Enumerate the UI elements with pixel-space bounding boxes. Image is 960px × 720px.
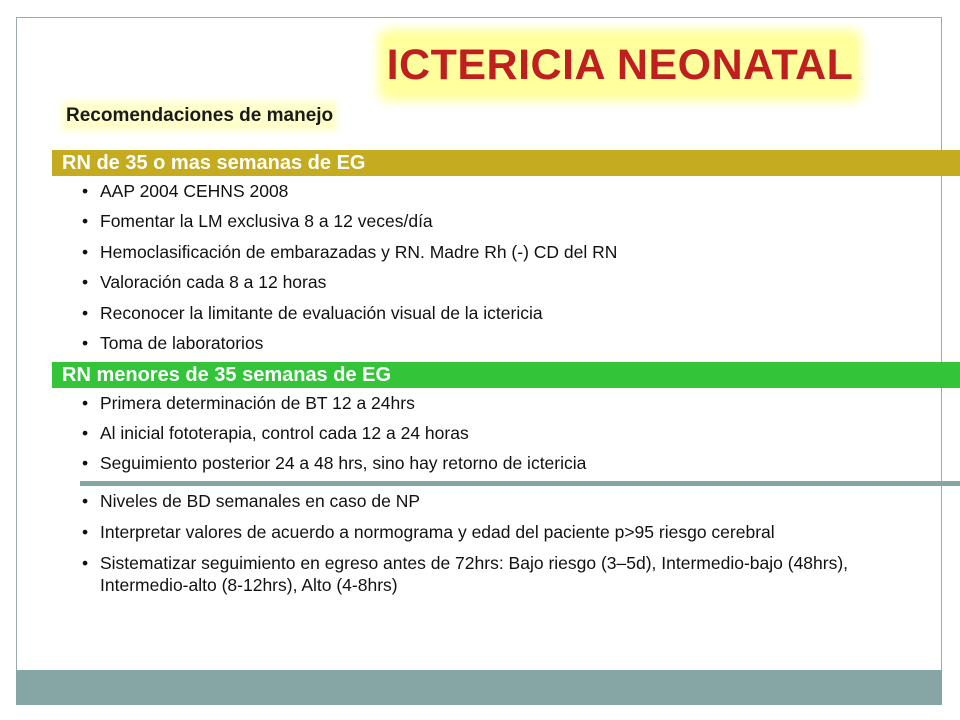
list-item: • Interpretar valores de acuerdo a normograma y edad del paciente p>95 riesgo cerebral [80, 521, 940, 543]
section-heading-label: RN de 35 o mas semanas de EG [62, 151, 366, 174]
list-item: • Seguimiento posterior 24 a 48 hrs, sino hay retorno de ictericia [80, 452, 586, 482]
section-heading-under-35 [52, 362, 960, 388]
list-item: • AAP 2004 CEHNS 2008 [80, 180, 617, 210]
list-item: • Fomentar la LM exclusiva 8 a 12 veces/día [80, 210, 617, 240]
list-item: • Primera determinación de BT 12 a 24hrs [80, 392, 586, 422]
list-item: • Sistematizar seguimiento en egreso antes de 72hrs: Bajo riesgo (3–5d), Intermedio-bajo (48hrs), Intermedio-alto (8-12hrs), Alto (4-8hrs) [80, 552, 940, 596]
slide-subtitle: Recomendaciones de manejo [66, 105, 334, 126]
footer-bar [16, 670, 942, 705]
section-heading-label: RN menores de 35 semanas de EG [62, 363, 392, 386]
section-heading-35-or-more [52, 150, 960, 176]
section3-list [80, 490, 940, 605]
list-item: • Al inicial fototerapia, control cada 12 a 24 horas [80, 422, 586, 452]
list-item: • Hemoclasificación de embarazadas y RN. Madre Rh (-) CD del RN [80, 241, 617, 271]
list-item: • Toma de laboratorios [80, 332, 617, 362]
section-divider [80, 481, 960, 486]
list-item: • Reconocer la limitante de evaluación visual de la ictericia [80, 302, 617, 332]
section2-list [80, 392, 586, 482]
list-item: • Niveles de BD semanales en caso de NP [80, 490, 940, 512]
slide-title: ICTERICIA NEONATAL [385, 36, 855, 94]
section1-list [80, 180, 617, 362]
list-item: • Valoración cada 8 a 12 horas [80, 271, 617, 301]
